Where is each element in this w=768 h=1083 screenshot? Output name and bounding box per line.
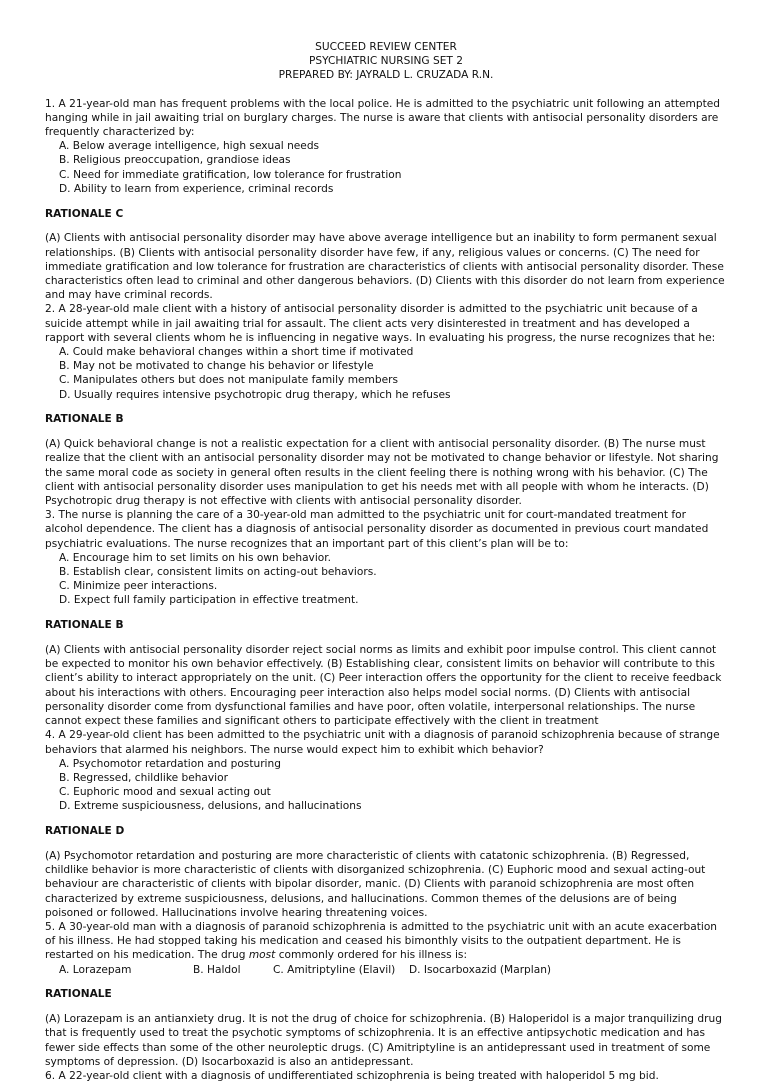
q2-rationale-heading: RATIONALE B xyxy=(45,413,124,426)
q4-rationale: (A) Psychomotor retardation and posturing are more characteristic of clients with catatonic schizophrenia. (B) Regressed, childlike behavior is more characteristic of clients with disorganized schizophrenia. (C) Euphoric mood and sexual acting-out behaviour are characteristic of clients with bipolar disorder, manic. (D) Clients with paranoid schizophrenia are most often characterized by extreme suspiciousness, delusions, and hallucinations. Common themes of the delusions are of being poisoned or followed. Hallucinations involve hearing threatening voices. xyxy=(45,849,706,919)
q5-options-row xyxy=(45,963,727,977)
q1-option-c: C. Need for immediate gratification, low tolerance for frustration xyxy=(59,168,402,181)
q5-option-b: B. Haldol xyxy=(193,963,241,976)
q5-option-d: D. Isocarboxazid (Marplan) xyxy=(409,963,552,976)
q5-rationale-heading: RATIONALE xyxy=(45,988,112,1001)
q2-rationale: (A) Quick behavioral change is not a realistic expectation for a client with antisocial personality disorder. (B) The nurse must realize that the client with an antisocial personality disorder may not be motivated to change behavior or lifestyle. Not sharing the same moral code as society in general often results in the client feeling there is nothing wrong with his behavior. (C) The client with antisocial personality disorder uses manipulation to get his needs met with all people with whom he interacts. (D) Psychotropic drug therapy is not effective with clients with antisocial personality disorder. xyxy=(45,438,719,508)
question-2: 2. A 28-year-old male client with a history of antisocial personality disorder is admitted to the psychiatric unit because of a suicide attempt while in jail awaiting trial for assault. The client acts very disinterested in treatment and has developed a rapport with several clients whom he is influencing in negative ways. In evaluating his progress, the nurse recognizes that he: xyxy=(45,303,716,344)
q3-option-d: D. Expect full family participation in effective treatment. xyxy=(59,594,359,607)
q5-text-start: 5. A 30-year-old man with a diagnosis of paranoid schizophrenia is admitted to the psychiatric unit with an acute exacerbation of his illness. He had stopped taking his medication and ceased his bimonthly visits to the outpatient department. He is restarted on his medication. The drug xyxy=(45,920,718,962)
q1-option-d: D. Ability to learn from experience, criminal records xyxy=(59,182,334,195)
q4-option-d: D. Extreme suspiciousness, delusions, and hallucinations xyxy=(59,800,362,813)
q4-option-a: A. Psychomotor retardation and posturing xyxy=(59,757,281,770)
q2-option-b: B. May not be motivated to change his behavior or lifestyle xyxy=(59,360,374,373)
q1-option-b: B. Religious preoccupation, grandiose ideas xyxy=(59,154,291,167)
q1-rationale-heading: RATIONALE C xyxy=(45,207,124,220)
q1-rationale: (A) Clients with antisocial personality disorder may have above average intelligence but an inability to form permanent sexual relationships. (B) Clients with antisocial personality disorder have few, if any, religious values or concerns. (C) The need for immediate gratification and low tolerance for frustration are characteristics of clients with antisocial personality disorder. These characteristics often lead to criminal and other dangerous behaviors. (D) Clients with this disorder do not learn from experience and may have criminal records. xyxy=(45,232,725,302)
q3-rationale: (A) Clients with antisocial personality disorder reject social norms as limits and exhibit poor impulse control. This client cannot be expected to monitor his own behavior effectively. (B) Establishing clear, consistent limits on behavior will contribute to this client’s ability to interact appropriately on the unit. (C) Peer interaction offers the opportunity for the client to receive feedback about his interactions with others. Encouraging peer interaction also helps model social norms. (D) Clients with antisocial personality disorder come from dysfunctional families and have poor, often volatile, interpersonal relationships. The nurse cannot expect these families and significant others to participate effectively with the client in treatment xyxy=(45,644,722,728)
q3-option-b: B. Establish clear, consistent limits on acting-out behaviors. xyxy=(59,566,377,579)
q3-option-c: C. Minimize peer interactions. xyxy=(59,580,218,593)
q4-option-c: C. Euphoric mood and sexual acting out xyxy=(59,786,271,799)
question-6: 6. A 22-year-old client with a diagnosis of undifferentiated schizophrenia is being treated with haloperidol 5 mg bid. xyxy=(45,1069,659,1082)
q3-option-a: A. Encourage him to set limits on his own behavior. xyxy=(59,551,332,564)
set-title: PSYCHIATRIC NURSING SET 2 xyxy=(308,55,464,68)
q3-rationale-heading: RATIONALE B xyxy=(45,619,124,632)
question-4: 4. A 29-year-old client has been admitted to the psychiatric unit with a diagnosis of paranoid schizophrenia because of strange behaviors that alarmed his neighbors. The nurse would expect him to exhibit which behavior? xyxy=(45,729,720,756)
q2-option-a: A. Could make behavioral changes within a short time if motivated xyxy=(59,346,414,359)
q5-option-c: C. Amitriptyline (Elavil) xyxy=(273,963,396,976)
q5-option-a: A. Lorazepam xyxy=(59,963,132,976)
question-1: 1. A 21-year-old man has frequent problems with the local police. He is admitted to the psychiatric unit following an attempted hanging while in jail awaiting trial on burglary charges. The nurse is aware that clients with antisocial personality disorders are frequently characterized by: xyxy=(45,97,720,139)
q5-rationale: (A) Lorazepam is an antianxiety drug. It is not the drug of choice for schizophrenia. (B) Haloperidol is a major tranquilizing drug that is frequently used to treat the psychotic symptoms of schizophrenia. It is an effective antipsychotic medication and has fewer side effects than some of the other neuroleptic drugs. (C) Amitriptyline is an antidepressant used in treatment of some symptoms of depression. (D) Isocarboxazid is also an antidepressant. xyxy=(45,1013,722,1068)
q2-option-c: C. Manipulates others but does not manipulate family members xyxy=(59,374,398,387)
q4-option-b: B. Regressed, childlike behavior xyxy=(59,771,228,784)
author-line: PREPARED BY: JAYRALD L. CRUZADA R.N. xyxy=(278,69,494,82)
q2-option-d: D. Usually requires intensive psychotropic drug therapy, which he refuses xyxy=(59,388,451,401)
center-name: SUCCEED REVIEW CENTER xyxy=(315,41,457,53)
q5-text-end: commonly ordered for his illness is: xyxy=(275,949,468,962)
q4-rationale-heading: RATIONALE D xyxy=(45,825,125,838)
document-header xyxy=(45,40,727,83)
document-page xyxy=(45,40,727,1083)
question-3: 3. The nurse is planning the care of a 30-year-old man admitted to the psychiatric unit for court-mandated treatment for alcohol dependence. The client has a diagnosis of antisocial personality disorder as documented in previous court mandated psychiatric evaluations. The nurse recognizes that an important part of this client’s plan will be to: xyxy=(45,509,709,550)
q5-emphasis: most xyxy=(248,949,276,962)
q1-option-a: A. Below average intelligence, high sexual needs xyxy=(59,140,320,153)
question-5 xyxy=(45,920,727,963)
